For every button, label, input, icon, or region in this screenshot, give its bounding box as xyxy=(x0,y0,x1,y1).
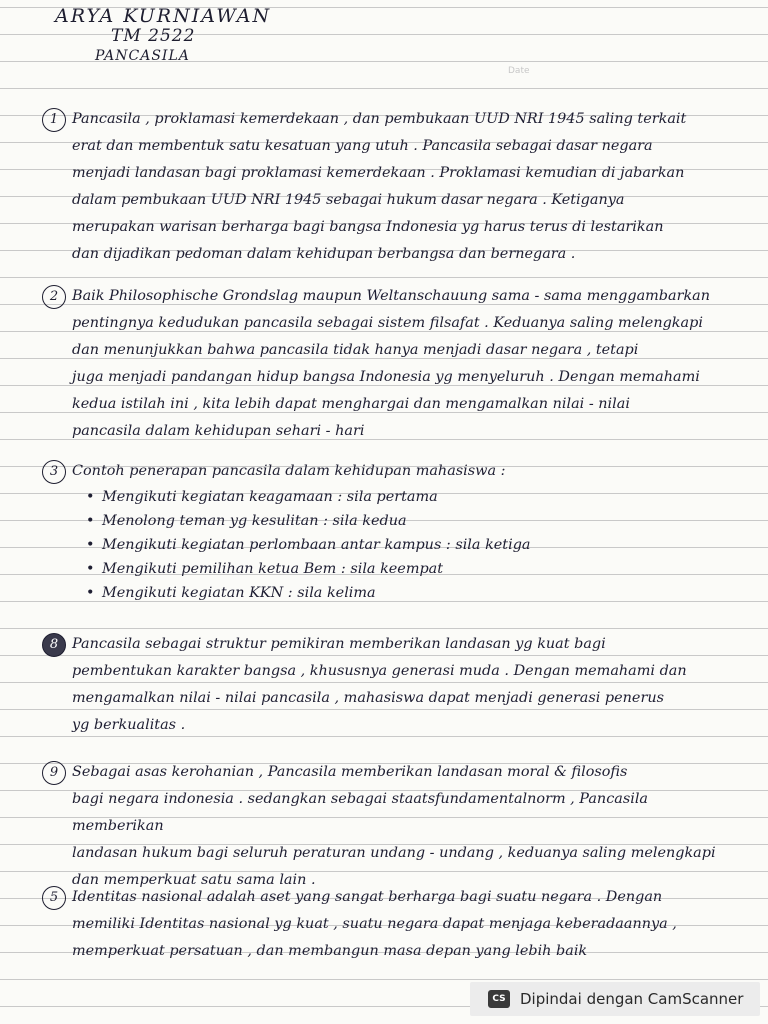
camscanner-logo-icon: CS xyxy=(488,990,510,1008)
student-code: TM 2522 xyxy=(111,26,196,46)
section-number: 1 xyxy=(42,108,66,132)
answer-section-3 xyxy=(42,458,742,605)
section-text: Contoh penerapan pancasila dalam kehidupan mahasiswa : xyxy=(72,463,506,479)
example-list xyxy=(102,485,742,605)
list-item: • Mengikuti kegiatan perlombaan antar kampus : sila ketiga xyxy=(102,533,742,557)
answer-section-5 xyxy=(42,884,742,965)
author-name: ARYA KURNIAWAN xyxy=(55,5,272,27)
camscanner-watermark xyxy=(470,982,760,1016)
section-text: Sebagai asas kerohanian , Pancasila memberikan landasan moral & filosofis bagi negara indonesia . sedangkan sebagai staatsfundamentalnorm , Pancasila memberikan landasan hukum bagi seluruh peraturan undang - undang , keduanya saling melengkapi dan memperkuat satu sama lain . xyxy=(72,764,716,888)
section-number: 2 xyxy=(42,285,66,309)
section-text: Pancasila sebagai struktur pemikiran memberikan landasan yg kuat bagi pembentukan karakter bangsa , khususnya generasi muda . Dengan memahami dan mengamalkan nilai - nilai pancasila , mahasiswa dapat menjadi generasi penerus yg berkualitas . xyxy=(72,636,687,733)
list-item: • Mengikuti kegiatan keagamaan : sila pertama xyxy=(102,485,742,509)
section-text: Identitas nasional adalah aset yang sangat berharga bagi suatu negara . Dengan memiliki Identitas nasional yg kuat , suatu negara dapat menjaga keberadaannya , memperkuat persatuan , dan membangun masa depan yang lebih baik xyxy=(72,889,677,959)
section-number: 9 xyxy=(42,761,66,785)
section-number: 8 xyxy=(42,633,66,657)
section-number: 3 xyxy=(42,460,66,484)
list-item: • Mengikuti kegiatan KKN : sila kelima xyxy=(102,581,742,605)
course-title: PANCASILA xyxy=(95,48,190,64)
answer-section-1 xyxy=(42,106,742,268)
header xyxy=(55,6,271,66)
watermark-text: Dipindai dengan CamScanner xyxy=(520,990,744,1008)
section-text: Baik Philosophische Grondslag maupun Weltanschauung sama - sama menggambarkan pentingnya kedudukan pancasila sebagai sistem filsafat . Keduanya saling melengkapi dan menunjukkan bahwa pancasila tidak hanya menjadi dasar negara , tetapi juga menjadi pandangan hidup bangsa Indonesia yg menyeluruh . Dengan memahami kedua istilah ini , kita lebih dapat menghargai dan mengamalkan nilai - nilai pancasila dalam kehidupan sehari - hari xyxy=(72,288,711,439)
section-number: 5 xyxy=(42,886,66,910)
date-mark: Date xyxy=(508,66,530,76)
answer-section-2 xyxy=(42,283,742,445)
answer-section-8 xyxy=(42,631,742,739)
answer-section-9 xyxy=(42,759,742,894)
section-text: Pancasila , proklamasi kemerdekaan , dan pembukaan UUD NRI 1945 saling terkait erat dan membentuk satu kesatuan yang utuh . Pancasila sebagai dasar negara menjadi landasan bagi proklamasi kemerdekaan . Proklamasi kemudian di jabarkan dalam pembukaan UUD NRI 1945 sebagai hukum dasar negara . Ketiganya merupakan warisan berharga bagi bangsa Indonesia yg harus terus di lestarikan dan dijadikan pedoman dalam kehidupan berbangsa dan bernegara . xyxy=(72,111,687,262)
list-item: • Mengikuti pemilihan ketua Bem : sila keempat xyxy=(102,557,742,581)
list-item: • Menolong teman yg kesulitan : sila kedua xyxy=(102,509,742,533)
